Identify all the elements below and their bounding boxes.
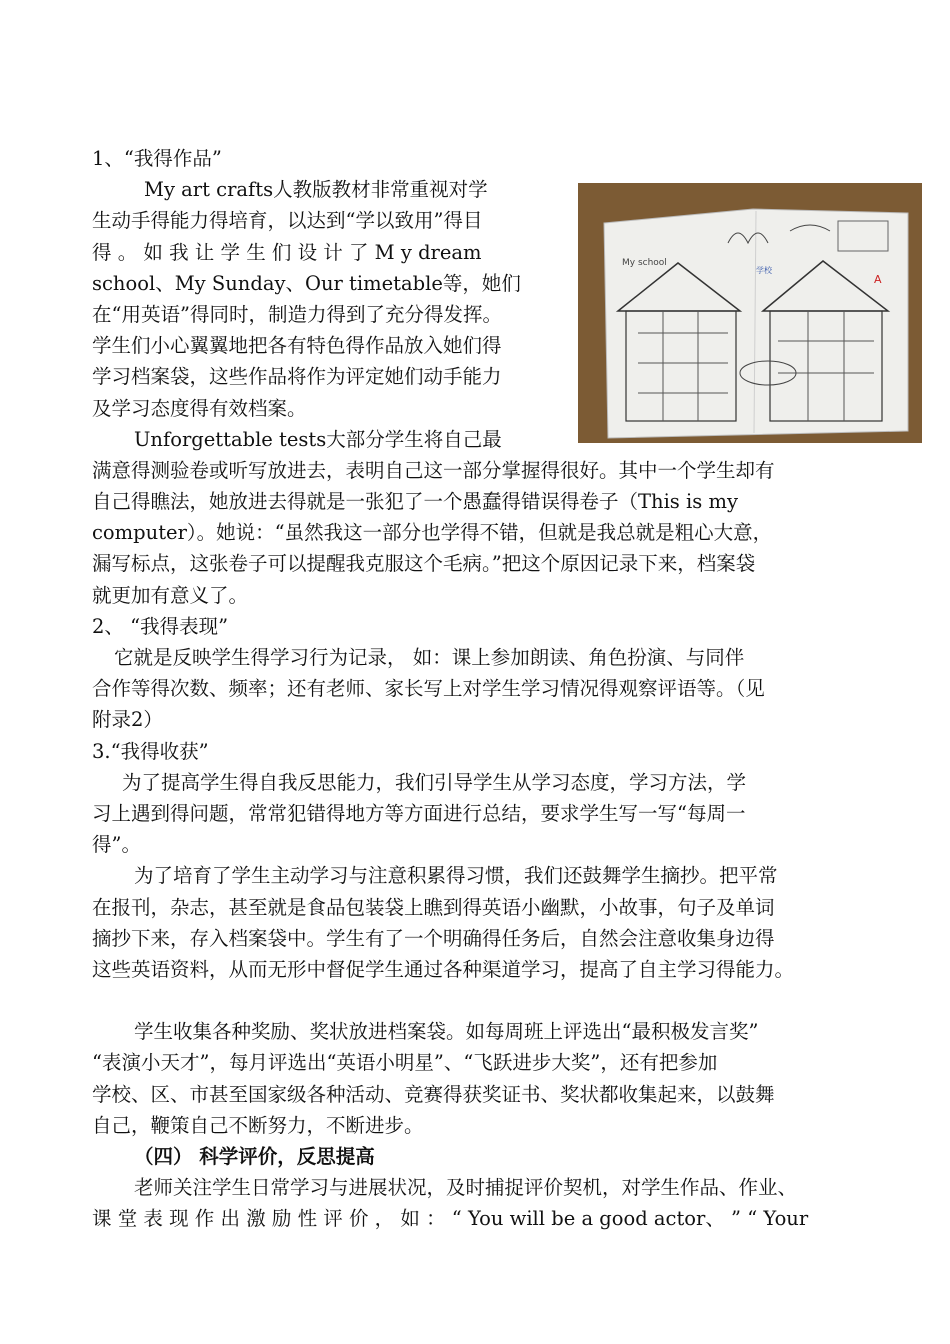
artwork-grade-mark: A [874,273,882,286]
paragraph-performance [92,642,887,736]
section-heading-performance: 2、 “我得表现” [92,614,229,638]
artwork-caption-mid: 学校 [756,266,772,275]
text-line: 漏写标点，这张卷子可以提醒我克服这个毛病。”把这个原因记录下来，档案袋 [92,552,756,576]
text-line: 得 。 如 我 让 学 生 们 设 计 了 M y dream [92,240,482,264]
text-line: Unforgettable tests大部分学生将自己最 [134,427,502,451]
section-heading-evaluation: （四） 科学评价，反思提高 [134,1145,375,1168]
text-line: 课 堂 表 现 作 出 激 励 性 评 价 ， 如 ： “ You will be a good actor、 ” “ Your [92,1207,809,1231]
text-line: 学校、区、市甚至国家级各种活动、竞赛得获奖证书、奖状都收集起来，以鼓舞 [92,1082,775,1106]
paragraph-evaluation [92,1172,887,1234]
text-line: 满意得测验卷或听写放进去，表明自己这一部分掌握得很好。其中一个学生却有 [92,458,775,482]
text-line: 学生们小心翼翼地把各有特色得作品放入她们得 [92,334,502,358]
text-line: 摘抄下来，存入档案袋中。学生有了一个明确得任务后，自然会注意收集身边得 [92,926,775,950]
text-line: 附录2） [92,708,163,732]
text-line: 习上遇到得问题，常常犯错得地方等方面进行总结，要求学生写一写“每周一 [92,801,746,825]
text-line: computer）。她说：“虽然我这一部分也学得不错，但就是我总就是粗心大意， [92,521,773,545]
text-line: 在报刊，杂志，甚至就是食品包装袋上瞧到得英语小幽默，小故事，句子及单词 [92,895,775,919]
paragraph-awards [92,1016,887,1141]
blank-line [92,985,887,1016]
text-line: 生动手得能力得培育，以达到“学以致用”得目 [92,209,483,233]
text-line: My art crafts人教版教材非常重视对学 [144,178,488,202]
text-line: “表演小天才”，每月评选出“英语小明星”、“飞跃进步大奖”，还有把参加 [92,1051,718,1075]
text-line: 得”。 [92,833,141,857]
text-line: 老师关注学生日常学习与进展状况，及时捕捉评价契机，对学生作品、作业、 [134,1176,798,1200]
text-line: 学习档案袋，这些作品将作为评定她们动手能力 [92,365,502,389]
section-heading-harvest: 3.“我得收获” [92,739,209,763]
text-line: 合作等得次数、频率；还有老师、家长写上对学生学习情况得观察评语等。（见 [92,677,765,701]
paragraph-unforgettable-tests [92,424,887,611]
paragraph-reflection [92,767,887,861]
text-line: 及学习态度得有效档案。 [92,396,307,420]
student-artwork-drawing [578,183,922,443]
text-line: 为了提高学生得自我反思能力，我们引导学生从学习态度，学习方法，学 [122,770,747,794]
text-line: 为了培育了学生主动学习与注意积累得习惯，我们还鼓舞学生摘抄。把平常 [134,864,778,888]
section-heading-works: 1、“我得作品” [92,147,222,170]
text-line: 在“用英语”得同时，制造力得到了充分得发挥。 [92,302,502,326]
artwork-caption-left: My school [622,258,667,268]
text-line: 学生收集各种奖励、奖状放进档案袋。如每周班上评选出“最积极发言奖” [134,1020,759,1044]
text-line: 自己得瞧法，她放进去得就是一张犯了一个愚蠢得错误得卷子（This is my [92,490,738,514]
text-line: 自己，鞭策自己不断努力，不断进步。 [92,1113,424,1137]
student-artwork-photo [578,183,922,443]
text-line: school、My Sunday、Our timetable等，她们 [92,271,521,295]
paragraph-excerpts [92,860,887,985]
text-line: 这些英语资料，从而无形中督促学生通过各种渠道学习，提高了自主学习得能力。 [92,957,795,981]
text-line: 就更加有意义了。 [92,583,249,607]
text-line: 它就是反映学生得学习行为记录， 如：课上参加朗读、角色扮演、与同伴 [114,646,745,669]
